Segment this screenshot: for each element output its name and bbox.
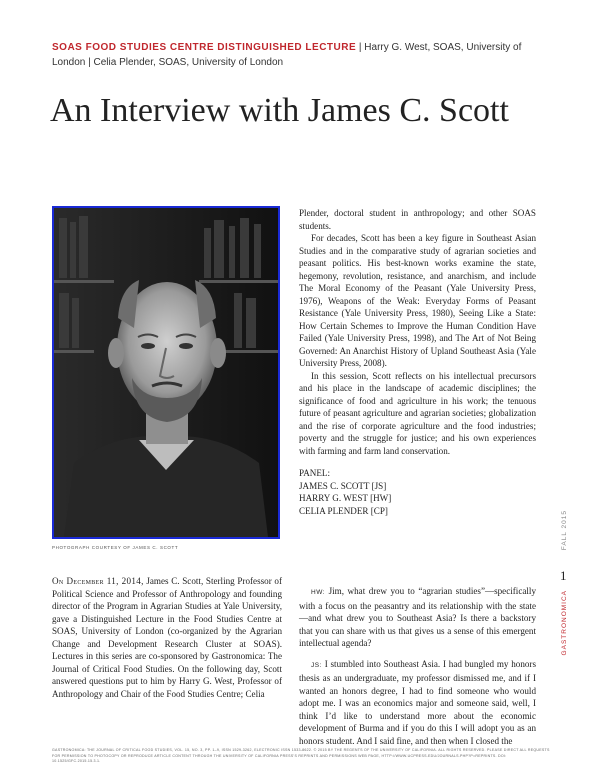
intro-column-right	[299, 207, 536, 517]
interview-question	[299, 585, 536, 650]
speaker-label: JS:	[311, 661, 322, 669]
header-authors: | Harry G. West, SOAS, University of London | Celia Plender, SOAS, University of London	[52, 42, 522, 68]
intro-paragraph: For decades, Scott has been a key figure in Southeast Asian Studies and in the comparative study of agrarian societies and peasant politics. His best-known works examine the state, hegemony, revolution, resistance, and anarchism, and include The Moral Economy of the Peasant (Yale University Press, 1976), Weapons of the Weak: Everyday Forms of Peasant Resistance (Yale University Press, 1980), Seeing Like a State: How Certain Schemes to Improve the Human Condition Have Failed (Yale University Press, 1998), and The Art of Not Being Governed: An Anarchist History of Upland Southeast Asia (Yale University Press, 2008).	[299, 233, 536, 368]
intro-text: James C. Scott, Sterling Professor of Political Science and Professor of Anthropology and founding director of the Program in Agrarian Studies at Yale University, gave a Distinguished Lecture in the Food Studies Centre at SOAS, University of London (co-organized by the Agrarian Change and Development Research Cluster at SOAS). Lectures in this series are co-sponsored by Gastronomica: The Journal of Critical Food Studies. On the following day, Scott answered questions put to him by Harry G. West, Professor of Anthropology and Chair of the Food Studies Centre; Celia	[52, 576, 282, 699]
portrait-photo	[52, 206, 280, 539]
article-header	[52, 40, 552, 70]
intro-paragraph: In this session, Scott reflects on his intellectual precursors and his place in the landscape of academic disciplines; the significance of food and agriculture in his work; the tenuous future of peasant agriculture and agrarian societies; globalization and the rise of corporate agriculture and the food industries; poverty and the struggle for justice; and his own experiences with farming and farm land conservation.	[299, 370, 536, 456]
interview-column	[299, 585, 536, 747]
panel-member: JAMES C. SCOTT [JS]	[299, 480, 387, 491]
panel-member: CELIA PLENDER [CP]	[299, 505, 388, 516]
page-number: 1	[560, 568, 568, 583]
page-title: An Interview with James C. Scott	[50, 92, 509, 129]
series-kicker: SOAS FOOD STUDIES CENTRE DISTINGUISHED LECTURE	[52, 42, 357, 53]
photo-credit: PHOTOGRAPH COURTESY OF JAMES C. SCOTT	[52, 545, 179, 550]
journal-name: GASTRONOMICA	[561, 590, 568, 656]
panel-list	[299, 467, 536, 517]
intro-paragraph	[52, 575, 282, 700]
intro-paragraph: Plender, doctoral student in anthropology; and other SOAS students.	[299, 208, 536, 231]
journal-sidebar	[556, 510, 576, 656]
speaker-label: HW:	[311, 589, 326, 596]
copyright-footer: GASTRONOMICA: THE JOURNAL OF CRITICAL FOOD STUDIES, VOL. 15, NO. 3, PP. 1–9, ISSN 1529-3262, ELECTRONIC ISSN 1533-8622. © 2015 BY THE REGENTS OF THE UNIVERSITY OF CALIFORNIA. ALL RIGHTS RESERVED. PLEASE DIRECT ALL REQUESTS FOR PERMISSION TO PHOTOCOPY OR REPRODUCE ARTICLE CONTENT THROUGH THE UNIVERSITY OF CALIFORNIA PRESS’S REPRINTS AND PERMISSIONS WEB PAGE, HTTP://WWW.UCPRESS.EDU/JOURNALS.PHP?P=REPRINTS. DOI: 10.1525/GFC.2015.15.3.1.	[52, 748, 550, 764]
issue-season: FALL 2015	[561, 510, 568, 551]
panel-label: PANEL:	[299, 468, 330, 478]
portrait-image	[54, 208, 278, 537]
dateline: On December 11, 2014,	[52, 576, 144, 586]
interview-answer	[299, 658, 536, 748]
panel-member: HARRY G. WEST [HW]	[299, 493, 392, 503]
answer-text: I stumbled into Southeast Asia. I had bungled my honors thesis as an undergraduate, my professor dismissed me, and if I wanted an honors degree, I had to find someone who would adopt me. I was an economics major and someone said, well, I think I’d like to understand more about the economic development of Burma and if you do this I will adopt you as an honors student. And I said fine, and then when I closed the	[299, 658, 536, 746]
question-text: Jim, what drew you to “agrarian studies”—specifically with a focus on the peasantry and its relationship with the state—and what drew you to Southeast Asia? Is there a backstory that you can share with us that gives us a sense of this emergent intellectual agenda?	[299, 586, 536, 648]
intro-column-left	[52, 575, 282, 700]
